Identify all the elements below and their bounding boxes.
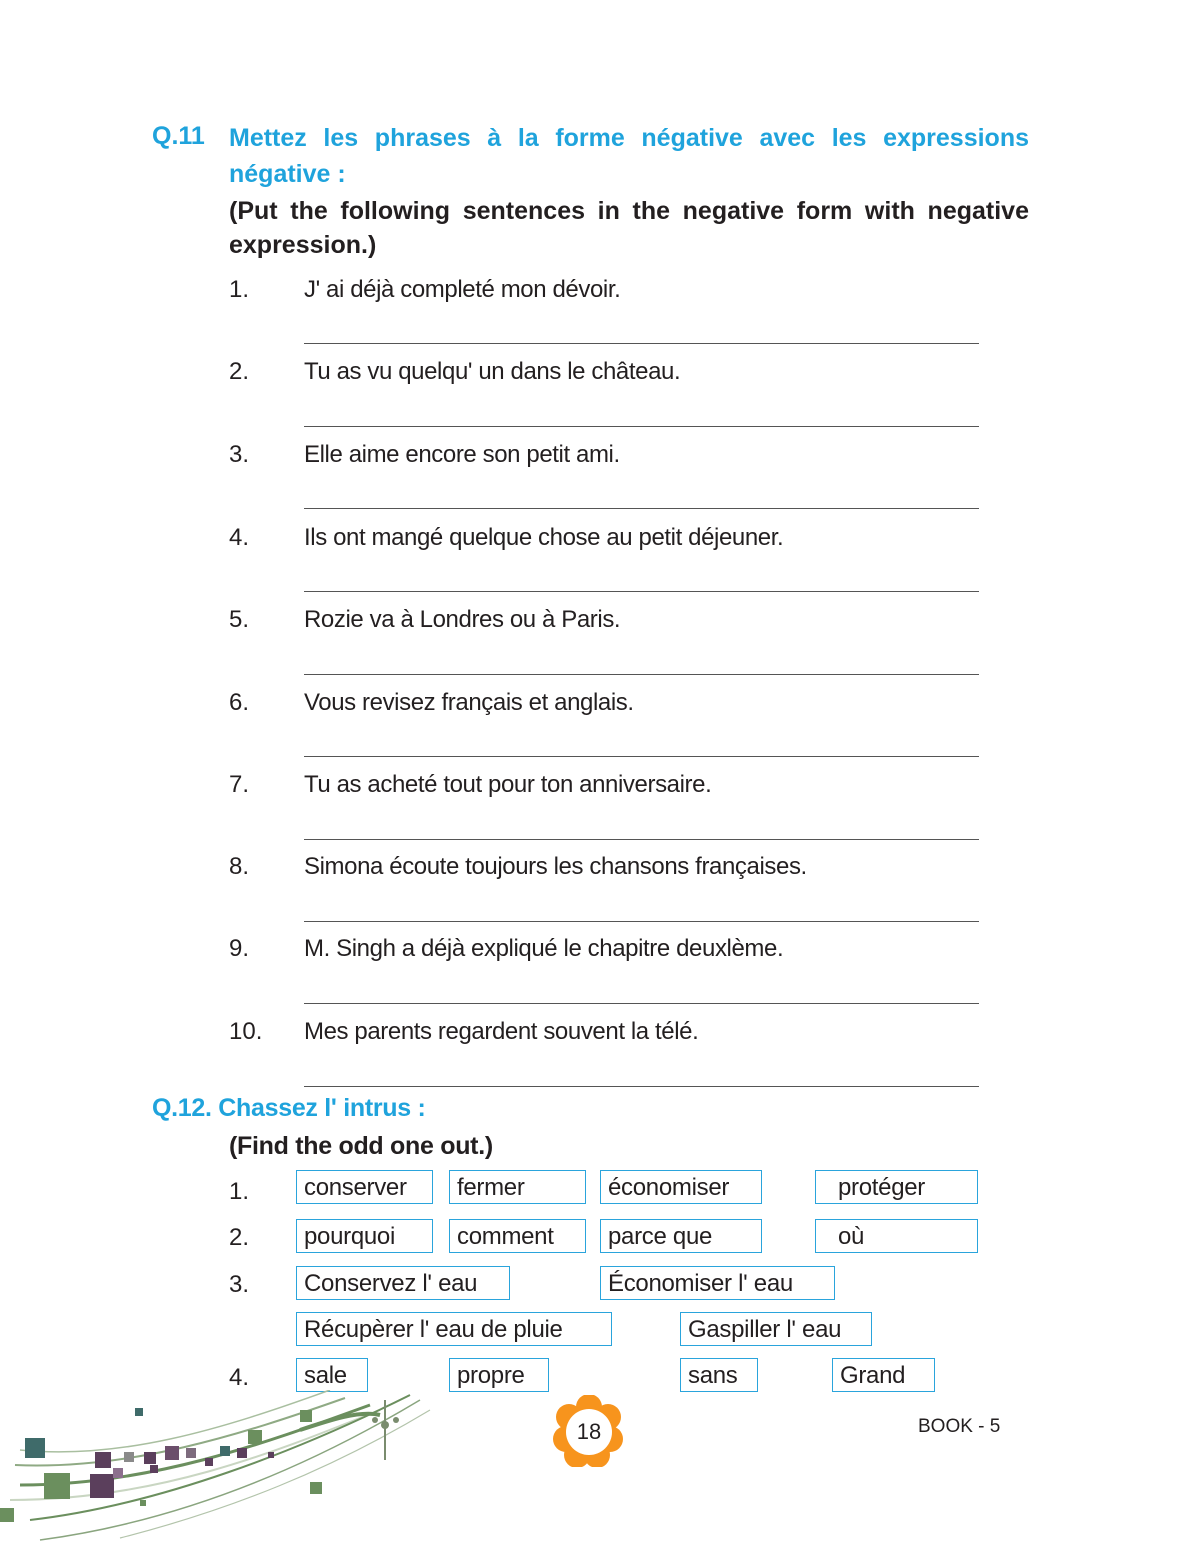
q11-item-10-number: 10. [229, 1018, 263, 1045]
q11-item-5-text: Rozie va à Londres ou à Paris. [304, 606, 621, 633]
q12-row-3-option-1[interactable]: Conservez l' eau [296, 1266, 510, 1300]
book-label: BOOK - 5 [918, 1416, 1001, 1437]
q12-row-4-number: 4. [229, 1364, 250, 1391]
q11-item-9-answer-line[interactable] [304, 1003, 979, 1004]
q11-item-4-answer-line[interactable] [304, 591, 979, 592]
q12-row-3-option-2[interactable]: Économiser l' eau [600, 1266, 835, 1300]
q12-row-3-option-4[interactable]: Gaspiller l' eau [680, 1312, 872, 1346]
q11-item-4-number: 4. [229, 524, 250, 551]
q11-item-1-number: 1. [229, 276, 250, 303]
q11-item-10-text: Mes parents regardent souvent la télé. [304, 1018, 699, 1045]
q12-row-1-option-4[interactable]: protéger [815, 1170, 978, 1204]
q11-item-7-number: 7. [229, 771, 250, 798]
q11-subtitle-line2: expression.) [229, 231, 377, 259]
q11-number: Q.11 [152, 122, 205, 150]
q12-row-4-option-3[interactable]: sans [680, 1358, 758, 1392]
q12-row-2-number: 2. [229, 1224, 250, 1251]
q12-row-2-option-4[interactable]: où [815, 1219, 978, 1253]
page-number-badge [553, 1395, 625, 1467]
q12-row-1-number: 1. [229, 1178, 250, 1205]
q11-item-2-number: 2. [229, 358, 250, 385]
q11-item-8-answer-line[interactable] [304, 921, 979, 922]
q11-title-line2: négative : [229, 160, 346, 188]
q12-row-4-option-1[interactable]: sale [296, 1358, 368, 1392]
q12-row-1-option-1[interactable]: conserver [296, 1170, 433, 1204]
q11-item-8-number: 8. [229, 853, 250, 880]
q11-item-7-answer-line[interactable] [304, 839, 979, 840]
q12-row-1-option-3[interactable]: économiser [600, 1170, 762, 1204]
q12-row-4-option-4[interactable]: Grand [832, 1358, 935, 1392]
q11-item-10-answer-line[interactable] [304, 1086, 979, 1087]
q11-item-4-text: Ils ont mangé quelque chose au petit déjeuner. [304, 524, 784, 551]
q12-row-4-option-2[interactable]: propre [449, 1358, 549, 1392]
q12-row-2-option-1[interactable]: pourquoi [296, 1219, 433, 1253]
q12-subtitle: (Find the odd one out.) [229, 1132, 493, 1160]
q11-item-9-number: 9. [229, 935, 250, 962]
q12-row-2-option-3[interactable]: parce que [600, 1219, 762, 1253]
q12-row-2-option-2[interactable]: comment [449, 1219, 586, 1253]
q11-item-3-answer-line[interactable] [304, 508, 979, 509]
q12-row-3-number: 3. [229, 1271, 250, 1298]
q11-item-5-number: 5. [229, 606, 250, 633]
page-number: 18 [576, 1419, 602, 1444]
decorative-swirl-graphic [0, 1390, 440, 1563]
q11-item-3-text: Elle aime encore son petit ami. [304, 441, 620, 468]
q11-item-7-text: Tu as acheté tout pour ton anniversaire. [304, 771, 712, 798]
q11-item-2-text: Tu as vu quelqu' un dans le château. [304, 358, 681, 385]
q11-item-9-text: M. Singh a déjà expliqué le chapitre deuxlème. [304, 935, 784, 962]
q11-item-2-answer-line[interactable] [304, 426, 979, 427]
q12-row-1-option-2[interactable]: fermer [449, 1170, 586, 1204]
q11-item-6-answer-line[interactable] [304, 756, 979, 757]
q11-item-6-text: Vous revisez français et anglais. [304, 689, 634, 716]
q12-title: Q.12. Chassez l' intrus : [152, 1094, 426, 1122]
q11-item-6-number: 6. [229, 689, 250, 716]
q11-item-5-answer-line[interactable] [304, 674, 979, 675]
q11-item-1-text: J' ai déjà completé mon dévoir. [304, 276, 621, 303]
q11-title-line1: Mettez les phrases à la forme négative avec les expressions [229, 124, 1029, 152]
q11-item-1-answer-line[interactable] [304, 343, 979, 344]
q12-row-3-option-3[interactable]: Récupèrer l' eau de pluie [296, 1312, 612, 1346]
q11-item-8-text: Simona écoute toujours les chansons françaises. [304, 853, 807, 880]
q11-item-3-number: 3. [229, 441, 250, 468]
q11-subtitle-line1: (Put the following sentences in the negative form with negative [229, 197, 1029, 225]
